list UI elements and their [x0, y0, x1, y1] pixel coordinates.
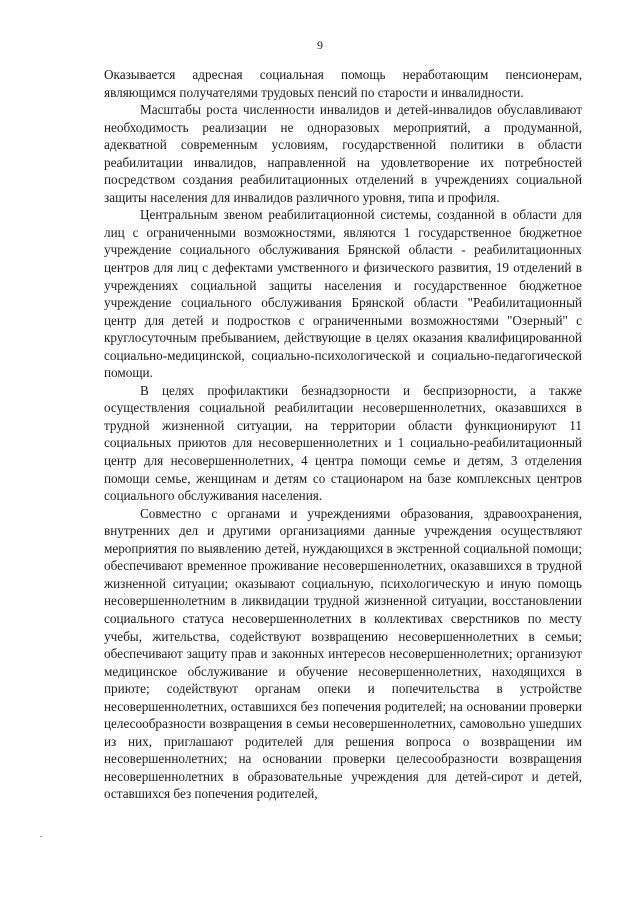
scan-mark [40, 836, 42, 837]
paragraph: Центральным звеном реабилитационной системы, созданной в области для лиц с ограниченными возможностями, являются 1 государственное бюджетное учреждение социального обслуживания Брянской области - реабилитационных центров для лиц с дефектами умственного и физического развития, 19 отделений в учреждениях социальной защиты населения и государственное бюджетное учреждение социального обслуживания Брянской области "Реабилитационный центр для детей и подростков с ограниченными возможностями "Озерный" с круглосуточным пребыванием, действующие в целях оказания квалифицированной социально-медицинской, социально-психологической и социально-педагогической помощи. [104, 207, 582, 381]
document-body [104, 66, 582, 803]
paragraph: В целях профилактики безнадзорности и беспризорности, а также осуществления социальной реабилитации несовершеннолетних, оказавшихся в трудной жизненной ситуации, на территории области функционируют 11 социальных приютов для несовершеннолетних и 1 социально-реабилитационный центр для несовершеннолетних, 4 центра помощи семье и детям, 3 отделения помощи семье, женщинам и детям со стационаром на базе комплексных центров социального обслуживания населения. [104, 382, 582, 504]
page-number: 9 [317, 38, 323, 52]
paragraph: Масштабы роста численности инвалидов и детей-инвалидов обуславливают необходимость реализации не одноразовых мероприятий, а продуманной, адекватной современным условиям, государственной политики в области реабилитации инвалидов, направленной на удовлетворение их потребностей посредством создания реабилитационных отделений в учреждениях социальной защиты населения для инвалидов различного уровня, типа и профиля. [104, 102, 582, 205]
paragraph: Совместно с органами и учреждениями образования, здравоохранения, внутренних дел и другими организациями данные учреждения осуществляют мероприятия по выявлению детей, нуждающихся в экстренной социальной помощи; обеспечивают временное проживание несовершеннолетних, оказавшихся в трудной жизненной ситуации; оказывают социальную, психологическую и иную помощь несовершеннолетним в ликвидации трудной жизненной ситуации, восстановлении социального статуса несовершеннолетних в коллективах сверстников по месту учебы, жительства, содействуют возвращению несовершеннолетних в семьи; обеспечивают защиту прав и законных интересов несовершеннолетних; организуют медицинское обслуживание и обучение несовершеннолетних, находящихся в приюте; содействуют органам опеки и попечительства в устройстве несовершеннолетних, оставшихся без попечения родителей; на основании проверки целесообразности возвращения в семьи несовершеннолетних, самовольно ушедших из них, приглашают родителей для решения вопроса о возвращении им несовершеннолетних; на основании проверки целесообразности возвращения несовершеннолетних в образовательные учреждения для детей-сирот и детей, оставшихся без попечения родителей, [104, 505, 582, 802]
paragraph: Оказывается адресная социальная помощь неработающим пенсионерам, являющимся получателями трудовых пенсий по старости и инвалидности. [104, 67, 582, 100]
